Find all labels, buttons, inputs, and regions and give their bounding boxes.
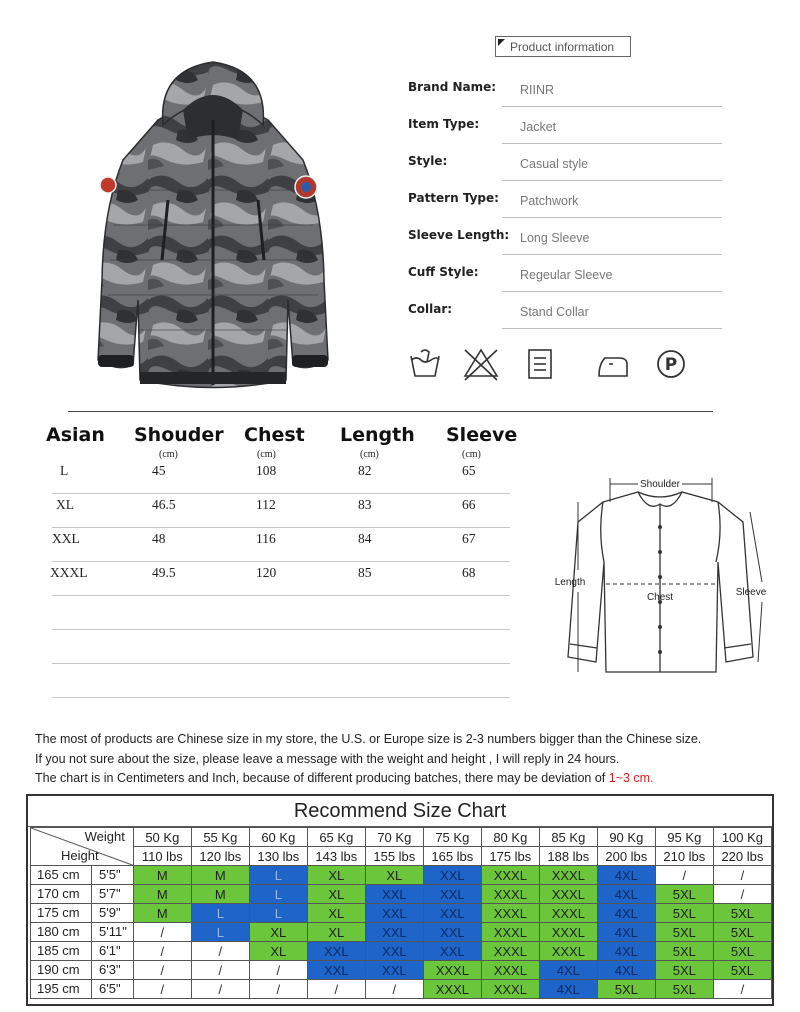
recommended-size-cell: / [191, 980, 249, 999]
recommended-size-cell: M [133, 866, 191, 885]
recommended-size-cell: XXL [365, 904, 423, 923]
diagram-length-label: Length [554, 577, 586, 588]
size-cell: XL [56, 497, 74, 512]
recommended-size-cell: XXL [423, 904, 481, 923]
recommended-size-cell: 4XL [539, 980, 597, 999]
recommended-size-cell: XXXL [481, 961, 539, 980]
weight-lbs-cell: 188 lbs [539, 847, 597, 866]
attribute-value: Jacket [520, 120, 557, 134]
weight-kg-cell: 90 Kg [597, 828, 655, 847]
height-ft: 5'7" [99, 886, 121, 901]
recommended-size-cell: L [191, 923, 249, 942]
weight-lbs-row [31, 847, 772, 866]
diagram-shoulder-label: Shoulder [639, 479, 681, 490]
height-ft: 5'5" [99, 867, 121, 882]
header-shoulder: Shouder [134, 424, 224, 446]
header-length: Length [340, 424, 415, 446]
recommended-size-cell: XXXL [481, 942, 539, 961]
recommended-size-cell: / [365, 980, 423, 999]
attribute-key: Style: [408, 154, 448, 168]
size-cell: XXL [52, 531, 80, 546]
measurement-cell: 83 [358, 497, 372, 512]
diagram-sleeve-label: Sleeve [735, 587, 767, 598]
height-row [31, 942, 772, 961]
weight-kg-cell: 95 Kg [655, 828, 713, 847]
weight-lbs-cell: 210 lbs [655, 847, 713, 866]
iron-icon [599, 358, 627, 376]
height-ft: 5'11" [99, 924, 127, 939]
recommended-size-cell: XXL [365, 923, 423, 942]
attribute-row [405, 70, 722, 107]
no-bleach-icon [465, 350, 497, 380]
recommended-size-cell: 5XL [713, 904, 771, 923]
recommended-size-cell: XXL [307, 961, 365, 980]
measurement-row [52, 595, 510, 630]
recommended-size-cell: XXXL [481, 866, 539, 885]
weight-height-corner [31, 828, 134, 866]
size-note-2: If you not sure about the size, please leave a message with the weight and height , I will reply in 24 hours. [35, 752, 620, 766]
corner-triangle-icon [498, 39, 505, 46]
recommended-size-cell: XL [365, 866, 423, 885]
recommended-size-cell: XXXL [539, 885, 597, 904]
weight-label: Weight [84, 829, 125, 844]
recommended-size-cell: M [133, 885, 191, 904]
recommended-size-cell: XXXL [481, 885, 539, 904]
recommended-size-cell: XL [307, 866, 365, 885]
attribute-key: Pattern Type: [408, 191, 499, 205]
recommended-size-cell: XL [307, 904, 365, 923]
height-ft: 6'5" [99, 981, 121, 996]
attribute-value: Patchwork [520, 194, 579, 208]
header-chest: Chest [244, 424, 305, 446]
attribute-row [405, 292, 722, 329]
measurement-cell: 66 [462, 497, 476, 512]
weight-kg-cell: 55 Kg [191, 828, 249, 847]
product-information-title: Product information [510, 39, 615, 54]
height-cell [31, 980, 134, 999]
height-row [31, 980, 772, 999]
recommended-size-cell: / [713, 866, 771, 885]
recommended-size-cell: 5XL [655, 904, 713, 923]
weight-lbs-cell: 165 lbs [423, 847, 481, 866]
recommended-size-cell: L [249, 904, 307, 923]
recommended-size-cell: XL [307, 923, 365, 942]
measurement-cell: 67 [462, 531, 476, 546]
recommended-size-cell: XXL [365, 961, 423, 980]
recommended-size-cell: / [191, 942, 249, 961]
recommended-size-cell: 5XL [655, 942, 713, 961]
recommended-size-cell: XXXL [481, 980, 539, 999]
height-cell [31, 885, 134, 904]
size-note-3 [35, 771, 654, 785]
measurement-row [52, 493, 510, 528]
attribute-key: Cuff Style: [408, 265, 479, 279]
height-row [31, 904, 772, 923]
attribute-key: Item Type: [408, 117, 480, 131]
recommended-size-cell: XL [249, 923, 307, 942]
height-cell [31, 923, 134, 942]
measurement-row [52, 527, 510, 562]
size-chart-table [30, 827, 772, 999]
recommended-size-cell: 5XL [655, 885, 713, 904]
measurement-cell: 82 [358, 463, 372, 478]
recommended-size-cell: XXL [423, 942, 481, 961]
measurement-cell: 108 [256, 463, 277, 478]
weight-kg-cell: 80 Kg [481, 828, 539, 847]
weight-lbs-cell: 200 lbs [597, 847, 655, 866]
measurement-row [52, 629, 510, 664]
measurement-cell: 45 [152, 463, 166, 478]
hand-wash-icon [411, 350, 439, 376]
recommended-size-cell: M [191, 866, 249, 885]
recommended-size-cell: XXL [423, 885, 481, 904]
weight-kg-cell: 50 Kg [133, 828, 191, 847]
attribute-row [405, 218, 722, 255]
height-cm: 185 cm [37, 943, 80, 958]
recommended-size-cell: 4XL [597, 885, 655, 904]
weight-kg-row [31, 828, 772, 847]
attribute-key: Collar: [408, 302, 453, 316]
recommended-size-cell: 4XL [597, 961, 655, 980]
recommended-size-cell: XXL [307, 942, 365, 961]
weight-lbs-cell: 155 lbs [365, 847, 423, 866]
height-row [31, 923, 772, 942]
weight-lbs-cell: 130 lbs [249, 847, 307, 866]
header-sleeve: Sleeve [446, 424, 518, 446]
recommended-size-cell: / [191, 961, 249, 980]
recommended-size-cell: L [249, 866, 307, 885]
height-ft: 6'3" [99, 962, 121, 977]
unit-label: (cm) [462, 449, 481, 460]
jacket-photo [88, 50, 338, 400]
recommended-size-cell: 4XL [539, 961, 597, 980]
recommended-size-cell: 5XL [597, 980, 655, 999]
attribute-row [405, 107, 722, 144]
weight-lbs-cell: 220 lbs [713, 847, 771, 866]
attribute-value: RIINR [520, 83, 555, 97]
height-cell [31, 904, 134, 923]
weight-kg-cell: 60 Kg [249, 828, 307, 847]
height-cm: 170 cm [37, 886, 80, 901]
recommended-size-cell: 4XL [597, 923, 655, 942]
recommended-size-cell: XL [307, 885, 365, 904]
weight-lbs-cell: 110 lbs [133, 847, 191, 866]
recommended-size-cell: XXXL [481, 923, 539, 942]
recommended-size-cell: / [307, 980, 365, 999]
recommended-size-cell: M [191, 885, 249, 904]
recommended-size-cell: / [133, 923, 191, 942]
height-ft: 5'9" [99, 905, 121, 920]
recommended-size-cell: 5XL [655, 923, 713, 942]
recommended-size-cell: / [133, 942, 191, 961]
weight-kg-cell: 70 Kg [365, 828, 423, 847]
weight-kg-cell: 100 Kg [713, 828, 771, 847]
attribute-row [405, 181, 722, 218]
recommended-size-cell: 5XL [655, 961, 713, 980]
height-row [31, 885, 772, 904]
recommended-size-cell: / [713, 885, 771, 904]
recommended-size-cell: / [133, 961, 191, 980]
measurement-row [52, 561, 510, 596]
weight-kg-cell: 85 Kg [539, 828, 597, 847]
recommended-size-cell: / [133, 980, 191, 999]
section-divider [68, 411, 713, 412]
measurement-cell: 65 [462, 463, 476, 478]
recommended-size-cell: 4XL [597, 866, 655, 885]
unit-label: (cm) [159, 449, 178, 460]
height-label: Height [61, 848, 99, 863]
recommended-size-cell: 4XL [597, 904, 655, 923]
measurement-cell: 112 [256, 497, 276, 512]
recommended-size-cell: L [249, 885, 307, 904]
recommended-size-cell: L [191, 904, 249, 923]
size-note-3-text: The chart is in Centimeters and Inch, because of different producing batches, there may be deviation of [35, 771, 609, 785]
measurement-cell: 85 [358, 565, 372, 580]
recommended-size-cell: XXXL [423, 980, 481, 999]
care-instructions [405, 346, 705, 386]
attribute-value: Regeular Sleeve [520, 268, 613, 282]
attribute-row [405, 255, 722, 292]
recommended-size-cell: 5XL [713, 923, 771, 942]
recommended-size-cell: / [249, 980, 307, 999]
measurement-cell: 49.5 [152, 565, 176, 580]
dry-clean-p-icon [658, 351, 684, 377]
size-cell: XXXL [50, 565, 88, 580]
measurement-row [52, 663, 510, 698]
measurement-cell: 116 [256, 531, 276, 546]
recommended-size-cell: XL [249, 942, 307, 961]
height-cm: 175 cm [37, 905, 80, 920]
recommended-size-cell: XXL [423, 923, 481, 942]
size-note-1: The most of products are Chinese size in my store, the U.S. or Europe size is 2-3 numbers bigger than the Chinese size. [35, 732, 702, 746]
recommended-size-cell: XXL [365, 942, 423, 961]
deviation-highlight: 1~3 cm. [608, 771, 654, 785]
chart-title: Recommend Size Chart [293, 800, 507, 822]
height-cm: 190 cm [37, 962, 80, 977]
size-cell: L [60, 463, 69, 478]
height-cell [31, 866, 134, 885]
height-ft: 6'1" [99, 943, 121, 958]
height-cm: 180 cm [37, 924, 80, 939]
line-dry-icon [529, 350, 551, 378]
height-cell [31, 942, 134, 961]
attribute-underline [502, 328, 722, 329]
measurement-cell: 120 [256, 565, 277, 580]
height-cm: 165 cm [37, 867, 80, 882]
attribute-key: Sleeve Length: [408, 228, 510, 242]
height-row [31, 866, 772, 885]
recommended-size-cell: 4XL [597, 942, 655, 961]
attribute-row [405, 144, 722, 181]
attribute-value: Long Sleeve [520, 231, 590, 245]
weight-kg-cell: 75 Kg [423, 828, 481, 847]
attribute-value: Stand Collar [520, 305, 589, 319]
weight-lbs-cell: 143 lbs [307, 847, 365, 866]
recommended-size-cell: XXXL [539, 866, 597, 885]
unit-label: (cm) [360, 449, 379, 460]
recommended-size-cell: XXXL [423, 961, 481, 980]
measurement-cell: 48 [152, 531, 166, 546]
svg-text:P: P [664, 355, 678, 375]
product-attributes [405, 70, 722, 329]
recommended-size-cell: XXL [423, 866, 481, 885]
measurement-cell: 84 [358, 531, 372, 546]
header-asian: Asian [46, 424, 105, 446]
recommended-size-cell: 5XL [655, 980, 713, 999]
weight-lbs-cell: 120 lbs [191, 847, 249, 866]
recommend-size-chart [26, 794, 774, 1006]
measurement-diagram [548, 472, 773, 677]
product-information-label [495, 36, 631, 57]
measurement-cell: 68 [462, 565, 476, 580]
recommended-size-cell: / [655, 866, 713, 885]
recommended-size-cell: XXXL [539, 904, 597, 923]
recommended-size-cell: 5XL [713, 961, 771, 980]
recommended-size-cell: XXXL [539, 923, 597, 942]
unit-label: (cm) [257, 449, 276, 460]
recommended-size-cell: 5XL [713, 942, 771, 961]
recommended-size-cell: XXXL [481, 904, 539, 923]
weight-lbs-cell: 175 lbs [481, 847, 539, 866]
measurement-cell: 46.5 [152, 497, 176, 512]
height-row [31, 961, 772, 980]
diagram-chest-label: Chest [646, 592, 674, 603]
recommended-size-cell: XXL [365, 885, 423, 904]
height-cm: 195 cm [37, 981, 80, 996]
attribute-key: Brand Name: [408, 80, 497, 94]
recommended-size-cell: / [249, 961, 307, 980]
attribute-value: Casual style [520, 157, 589, 171]
recommended-size-cell: XXXL [539, 942, 597, 961]
measurement-row [52, 459, 510, 494]
weight-kg-cell: 65 Kg [307, 828, 365, 847]
recommended-size-cell: / [713, 980, 771, 999]
recommended-size-cell: M [133, 904, 191, 923]
height-cell [31, 961, 134, 980]
